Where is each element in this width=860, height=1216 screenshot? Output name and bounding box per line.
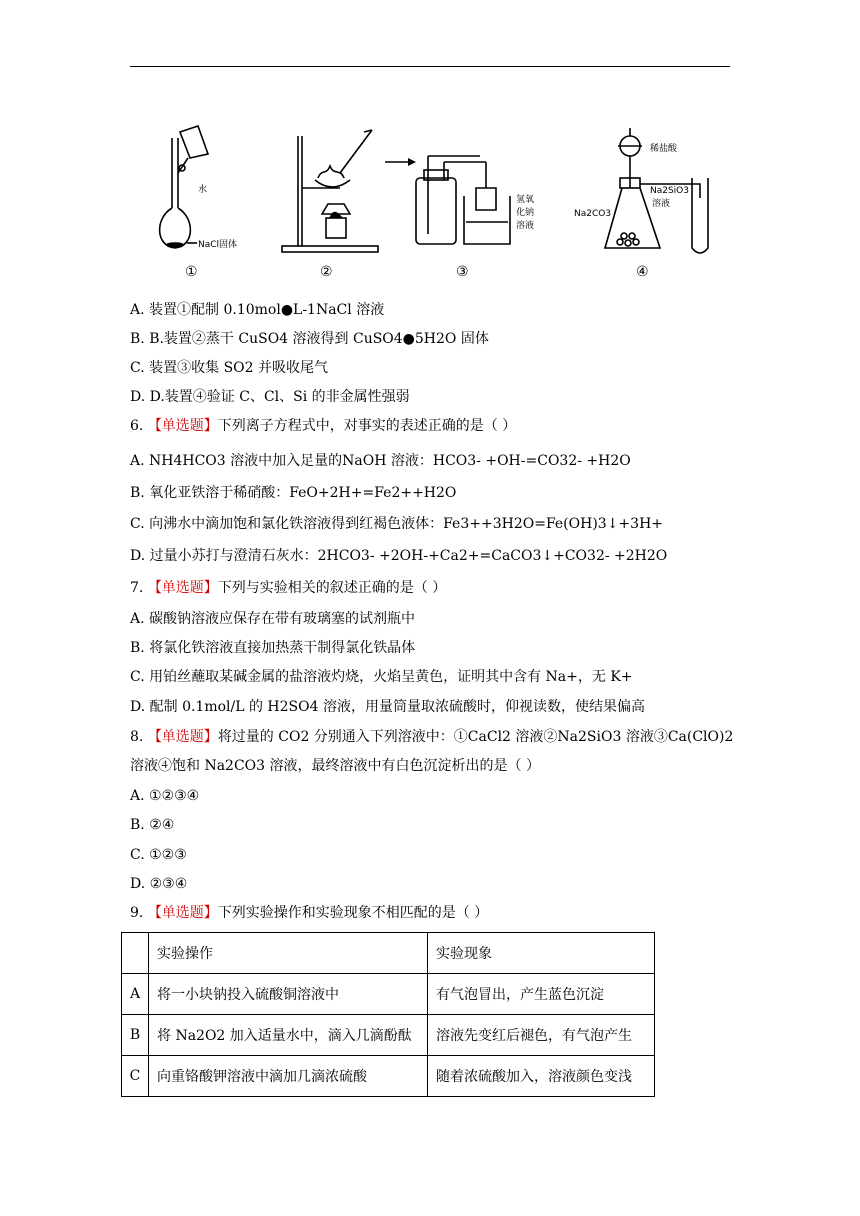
q5-option-c: C. 装置③收集 SO2 并吸收尾气 (130, 360, 328, 376)
table-row (122, 1056, 655, 1097)
label-na2sio3-2: 溶液 (652, 199, 671, 209)
q8-option-d: D. ②③④ (130, 876, 188, 892)
label-dilute-hcl: 稀盐酸 (650, 144, 678, 154)
q6-type-tag: 【单选题】 (147, 418, 218, 434)
q7-type-tag: 【单选题】 (147, 580, 218, 596)
table-header-cell: 实验现象 (428, 933, 655, 974)
q5-option-a: A. 装置①配制 0.10mol●L-1NaCl 溶液 (130, 302, 385, 318)
label-na2co3: Na2CO3 (574, 209, 612, 219)
q8-stem-line1 (130, 727, 733, 747)
q9-number: 9. (130, 905, 144, 921)
table-cell: 有气泡冒出，产生蓝色沉淀 (428, 974, 655, 1015)
header-rule (130, 66, 730, 67)
q8-type-tag: 【单选题】 (147, 729, 218, 745)
apparatus-figure (150, 118, 710, 290)
table-cell: C (122, 1056, 149, 1097)
label-water: 水 (198, 185, 208, 195)
table-cell: B (122, 1015, 149, 1056)
table-cell: 溶液先变红后褪色，有气泡产生 (428, 1015, 655, 1056)
q7-stem (130, 578, 446, 598)
q8-option-c: C. ①②③ (130, 847, 187, 863)
evaporation-stand-icon (282, 130, 378, 252)
q8-number: 8. (130, 729, 144, 745)
table-row (122, 974, 655, 1015)
q6-stem (130, 416, 516, 436)
table-cell: A (122, 974, 149, 1015)
q6-question: 下列离子方程式中，对事实的表述正确的是（ ） (217, 418, 517, 434)
q5-option-b: B. B.装置②蒸干 CuSO4 溶液得到 CuSO4●5H2O 固体 (130, 331, 489, 347)
q7-question: 下列与实验相关的叙述正确的是（ ） (217, 580, 447, 596)
label-nacl-solid: NaCl固体 (198, 240, 238, 250)
q5-option-d: D. D.装置④验证 C、Cl、Si 的非金属性强弱 (130, 389, 410, 405)
table-header-row (122, 933, 655, 974)
table-cell: 随着浓硫酸加入，溶液颜色变浅 (428, 1056, 655, 1097)
q6-option-b: B. 氧化亚铁溶于稀硝酸：FeO+2H+=Fe2++H2O (130, 485, 457, 501)
q8-option-b: B. ②④ (130, 817, 175, 833)
q9-question: 下列实验操作和实验现象不相匹配的是（ ） (217, 905, 489, 921)
q7-number: 7. (130, 580, 144, 596)
q8-option-a: A. ①②③④ (130, 788, 200, 804)
q8-stem-line2: 溶液④饱和 Na2CO3 溶液，最终溶液中有白色沉淀析出的是（ ） (130, 758, 540, 774)
figure-number-1: ① (185, 264, 198, 280)
label-naoh-2: 化钠 (516, 208, 535, 218)
figure-number-2: ② (320, 264, 333, 280)
table-cell: 将一小块钠投入硫酸铜溶液中 (149, 974, 428, 1015)
table-cell: 向重铬酸钾溶液中滴加几滴浓硫酸 (149, 1056, 428, 1097)
label-naoh-3: 溶液 (516, 221, 535, 231)
figure-number-3: ③ (456, 264, 469, 280)
q6-option-d: D. 过量小苏打与澄清石灰水：2HCO3- +2OH-+Ca2+=CaCO3↓+CO32- +2H2O (130, 548, 668, 564)
q6-number: 6. (130, 418, 144, 434)
q9-type-tag: 【单选题】 (147, 905, 218, 921)
q7-option-c: C. 用铂丝蘸取某碱金属的盐溶液灼烧，火焰呈黄色，证明其中含有 Na+，无 K+ (130, 669, 633, 685)
label-naoh-1: 氢氧 (516, 195, 535, 205)
table-row (122, 1015, 655, 1056)
label-na2sio3-1: Na2SiO3 (650, 186, 689, 196)
apparatus-drawing (150, 118, 710, 290)
table-header-cell (122, 933, 149, 974)
q7-option-d: D. 配制 0.1mol/L 的 H2SO4 溶液，用量筒量取浓硫酸时，仰视读数，使结果偏高 (130, 699, 645, 715)
q7-option-a: A. 碳酸钠溶液应保存在带有玻璃塞的试剂瓶中 (130, 611, 416, 627)
q7-option-b: B. 将氯化铁溶液直接加热蒸干制得氯化铁晶体 (130, 640, 416, 656)
q6-option-a: A. NH4HCO3 溶液中加入足量的NaOH 溶液：HCO3- +OH-=CO32- +H2O (130, 453, 631, 469)
q9-stem (130, 903, 488, 923)
table-header-cell: 实验操作 (149, 933, 428, 974)
figure-number-4: ④ (636, 264, 649, 280)
table-cell: 将 Na2O2 加入适量水中，滴入几滴酚酞 (149, 1015, 428, 1056)
gas-collection-bottle-icon (385, 156, 510, 244)
q6-option-c: C. 向沸水中滴加饱和氯化铁溶液得到红褐色液体：Fe3++3H2O=Fe(OH)3↓+3H+ (130, 516, 664, 532)
q9-table (121, 932, 655, 1097)
q8-question-1: 将过量的 CO2 分别通入下列溶液中：①CaCl2 溶液②Na2SiO3 溶液③Ca(ClO)2 (217, 729, 734, 745)
